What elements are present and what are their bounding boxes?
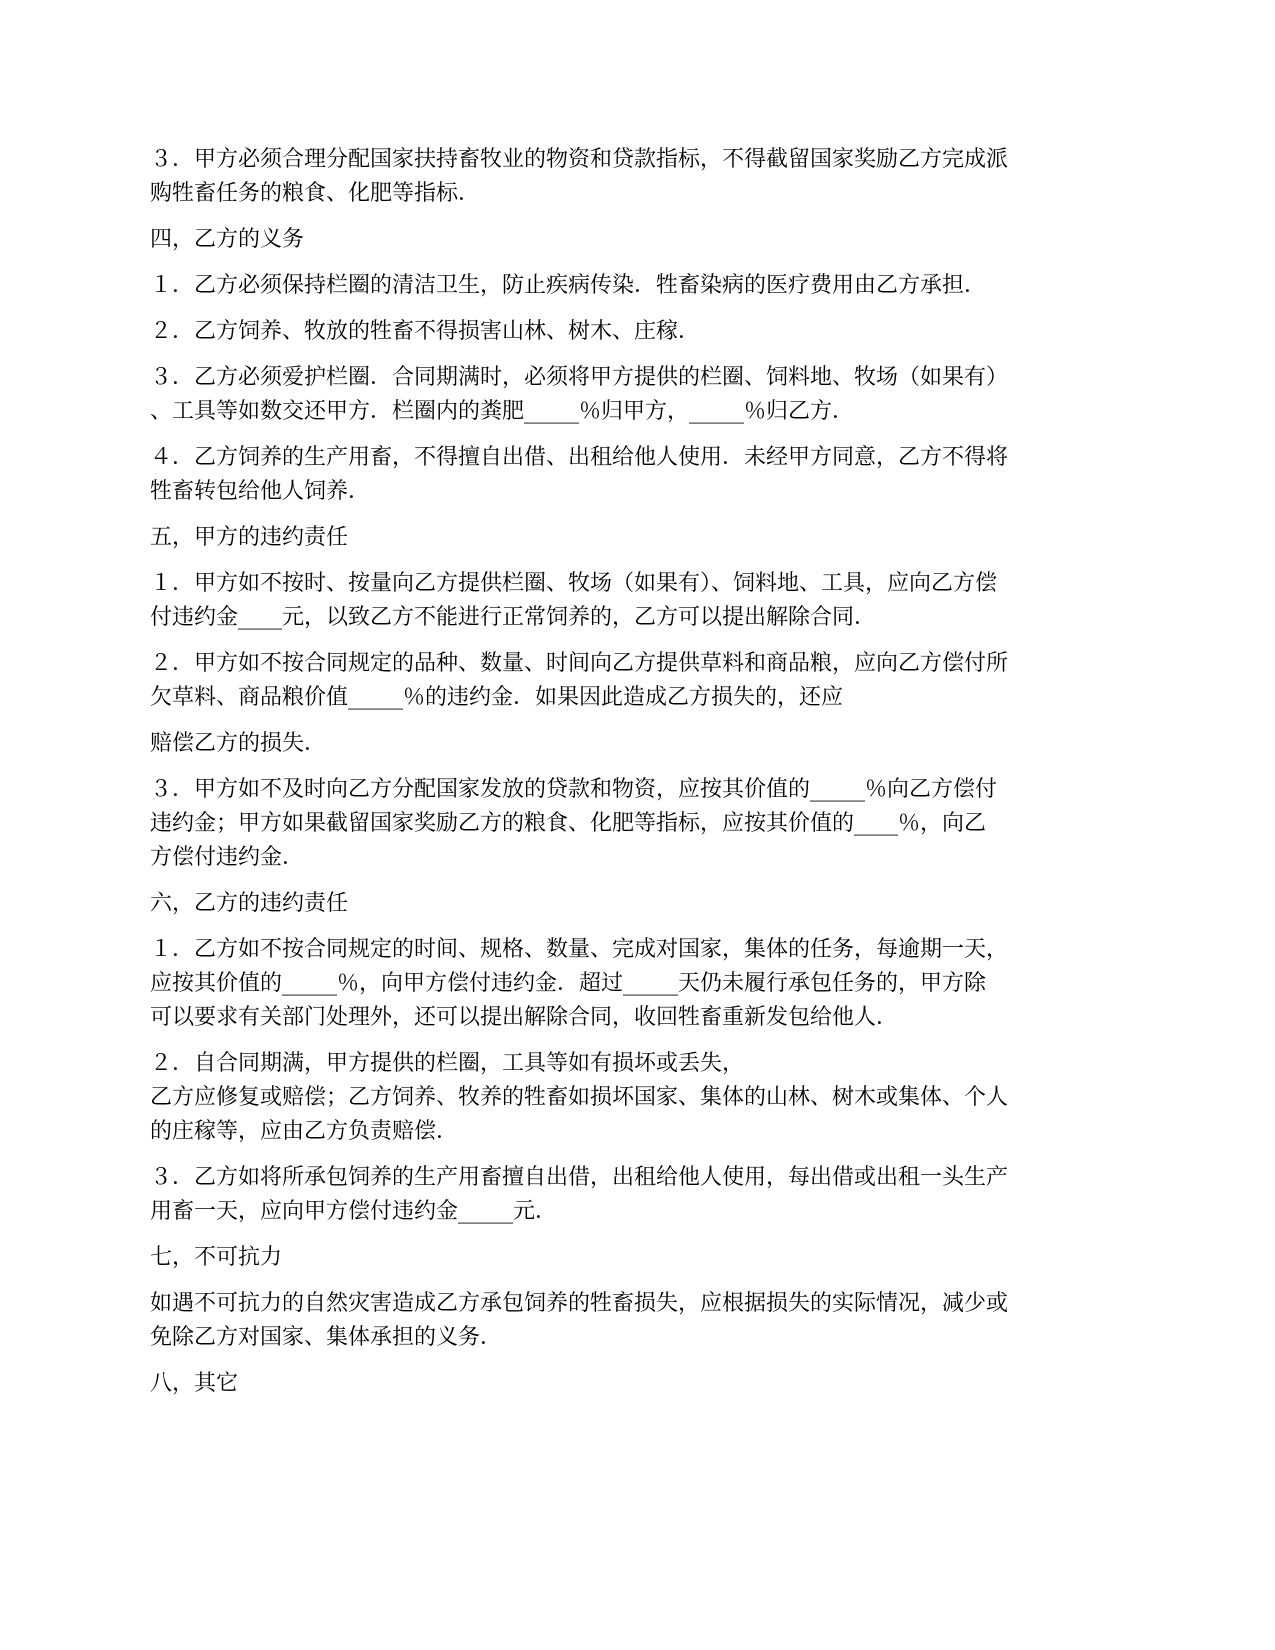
section-heading-5 — [150, 521, 1130, 555]
heading-text: 五，甲方的违约责任 — [150, 525, 349, 550]
text-line: 赔偿乙方的损失． — [150, 731, 327, 756]
text-line: 牲畜转包给他人饲养． — [150, 479, 371, 504]
text-line: ２．自合同期满，甲方提供的栏圈，工具等如有损坏或丢失， — [150, 1051, 745, 1076]
clause-3 — [150, 361, 1130, 429]
text-line: 免除乙方对国家、集体承担的义务． — [150, 1325, 503, 1350]
text-line: 付违约金____元，以致乙方不能进行正常饲养的，乙方可以提出解除合同． — [150, 605, 877, 630]
section-heading-8 — [150, 1367, 1130, 1401]
clause-2 — [150, 315, 1130, 349]
clause-2-continued — [150, 727, 1130, 761]
text-line: 如遇不可抗力的自然灾害造成乙方承包饲养的牲畜损失，应根据损失的实际情况，减少或 — [150, 1291, 1009, 1316]
section-heading-7 — [150, 1241, 1130, 1275]
clause-1 — [150, 269, 1130, 303]
force-majeure-text — [150, 1287, 1130, 1355]
clause-2 — [150, 1047, 1130, 1149]
heading-text: 八，其它 — [150, 1371, 239, 1396]
heading-text: 七，不可抗力 — [150, 1245, 283, 1270]
text-line: 欠草料、商品粮价值_____％的违约金．如果因此造成乙方损失的，还应 — [150, 685, 844, 710]
text-line: 、工具等如数交还甲方．栏圈内的粪肥_____％归甲方，_____％归乙方． — [150, 399, 855, 424]
heading-text: 六，乙方的违约责任 — [150, 891, 349, 916]
section-heading-6 — [150, 887, 1130, 921]
document-body — [150, 143, 1130, 1413]
text-line: 乙方应修复或赔偿；乙方饲养、牧养的牲畜如损坏国家、集体的山林、树木或集体、个人 — [150, 1085, 1009, 1110]
clause-1 — [150, 567, 1130, 635]
text-line: 用畜一天，应向甲方偿付违约金_____元． — [150, 1199, 558, 1224]
text-line: 可以要求有关部门处理外，还可以提出解除合同，收回牲畜重新发包给他人． — [150, 1005, 899, 1030]
text-line: ３．乙方如将所承包饲养的生产用畜擅自出借，出租给他人使用，每出借或出租一头生产 — [150, 1165, 1009, 1190]
text-line: 违约金；甲方如果截留国家奖励乙方的粮食、化肥等指标，应按其价值的____％，向乙 — [150, 811, 987, 836]
text-line: 购牲畜任务的粮食、化肥等指标． — [150, 181, 481, 206]
clause-3 — [150, 143, 1130, 211]
text-line: １．甲方如不按时、按量向乙方提供栏圈、牧场（如果有）、饲料地、工具，应向乙方偿 — [150, 571, 998, 596]
heading-text: 四，乙方的义务 — [150, 227, 305, 252]
clause-4 — [150, 441, 1130, 509]
clause-3 — [150, 1161, 1130, 1229]
text-line: 的庄稼等，应由乙方负责赔偿． — [150, 1119, 459, 1144]
text-line: ３．乙方必须爱护栏圈．合同期满时，必须将甲方提供的栏圈、饲料地、牧场（如果有） — [150, 365, 1009, 390]
text-line: 方偿付违约金． — [150, 845, 305, 870]
clause-3 — [150, 773, 1130, 875]
section-heading-4 — [150, 223, 1130, 257]
text-line: ３．甲方必须合理分配国家扶持畜牧业的物资和贷款指标，不得截留国家奖励乙方完成派 — [150, 147, 1009, 172]
text-line: 应按其价值的_____％，向甲方偿付违约金．超过_____天仍未履行承包任务的，甲方除 — [150, 971, 987, 996]
text-line: ２．乙方饲养、牧放的牲畜不得损害山林、树木、庄稼． — [150, 319, 701, 344]
clause-2 — [150, 647, 1130, 715]
text-line: １．乙方如不按合同规定的时间、规格、数量、完成对国家，集体的任务，每逾期一天， — [150, 937, 1009, 962]
text-line: １．乙方必须保持栏圈的清洁卫生，防止疾病传染．牲畜染病的医疗费用由乙方承担． — [150, 273, 987, 298]
clause-1 — [150, 933, 1130, 1035]
text-line: ４．乙方饲养的生产用畜，不得擅自出借、出租给他人使用．未经甲方同意，乙方不得将 — [150, 445, 1009, 470]
text-line: ３．甲方如不及时向乙方分配国家发放的贷款和物资，应按其价值的_____％向乙方偿付 — [150, 777, 998, 802]
text-line: ２．甲方如不按合同规定的品种、数量、时间向乙方提供草料和商品粮，应向乙方偿付所 — [150, 651, 1009, 676]
